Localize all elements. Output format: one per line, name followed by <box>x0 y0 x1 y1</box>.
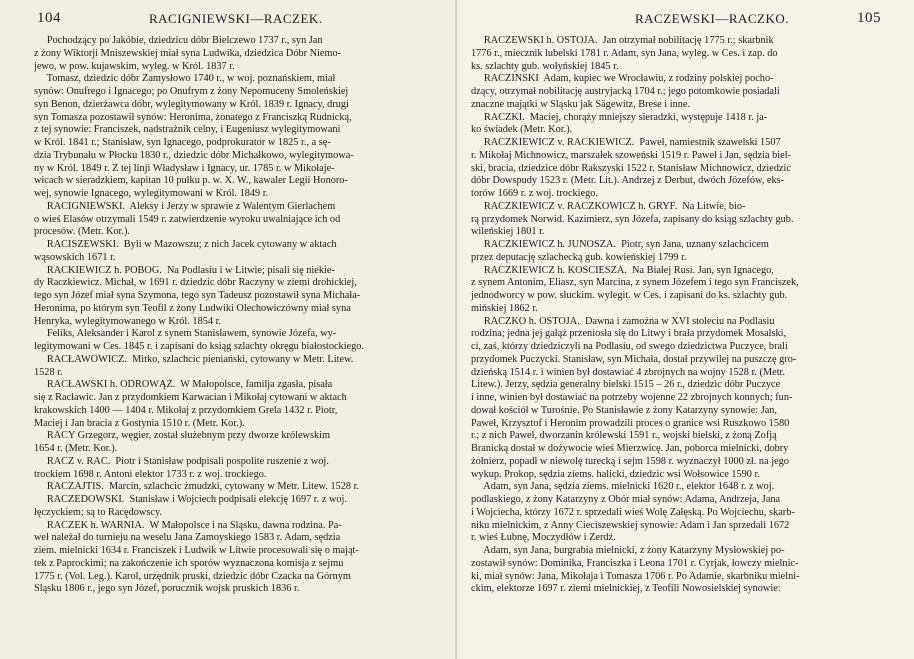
text-line: rodzina; jedna jej gałąź przeniosła się do Litwy i brała przydomek Mosalski, <box>471 328 787 340</box>
text-line: RACISZEWSKI. Byli w Mazowszu; z nich Jacek cytowany w aktach <box>34 239 337 250</box>
text-line: RACZKIEWICZ v. RACKIEWICZ. Paweł, namiestnik szawelski 1507 <box>471 137 781 148</box>
text-line: i inne, winien był dostawiać na potrzeby wojenne 22 zbrojnych konnych; fun- <box>471 392 793 403</box>
text-line: 1776 r., miecznik lubelski 1781 r. Adam, syn Jana, wyleg. w Ces. i zap. do <box>471 47 778 59</box>
text-line: Paweł, Krzysztof i Heronim prowadzili proces o granice wsi Ruszkowo 1580 <box>471 417 790 429</box>
text-line: z tej synowie: Franciszek, nadstrażnik celny, i Eugeniusz wylegitymowani <box>34 124 341 136</box>
text-line: RACŁAWOWICZ. Mitko, szlachcic pieniański, cytowany w Metr. Litew. <box>34 353 354 365</box>
text-line: przez deputację szlachecką gub. kowieńskiej 1799 r. <box>471 251 687 263</box>
text-line: znaczne majątki w Śląsku jak Sägewitz, Brese i inne. <box>471 98 691 110</box>
text-line: RACZKIEWICZ v. RACZKOWICZ h. GRYF. Na Litwie, bio- <box>471 200 746 212</box>
text-line: RACZIŃSKI Adam, kupiec we Wrocławiu, z rodziny polskiej pocho- <box>471 73 774 85</box>
text-line: i Wojciecha, którzy 1672 r. sprzedali wieś Wolę Załęską. Po Wojciechu, skarb- <box>471 506 795 518</box>
text-line: łęczyckiem; są to Racędowscy. <box>34 506 162 518</box>
text-line: jednodworcy w pow. słuckim. wylegit. w Ces. i zapisani do ks. szlachty gub. <box>471 290 788 301</box>
text-line: dował kościół w Turośnie. Po Stanisławie z żony Katarzyny synowie: Jan, <box>471 404 778 416</box>
text-line: z żony Wiktorji Mniszewskiej miał syna Ludwika, dziedzica Dóbr Niemo- <box>34 47 342 59</box>
text-line: ckim, elektorze 1697 r. ziemi mielnickiej, z Teofili Nowosielskiej synowie: <box>471 583 781 595</box>
text-line: RACZKIEWICZ h. KOŚCIESZA. Na Białej Rusi. Jan, syn Ignacego, <box>471 264 774 276</box>
text-line: wąsowskich 1671 r. <box>34 251 116 263</box>
text-line: ks. szlachty gub. wołyńskiej 1845 r. <box>471 60 619 72</box>
left-page-header <box>37 10 435 30</box>
text-line: trockiem 1698 r. Antoni elektor 1733 r. z woj. trockiego. <box>34 468 267 480</box>
text-line: dzący, otrzymał nobilitację austryjacką 1704 r.; jego potomkowie posiadali <box>471 86 780 97</box>
text-line: ziem. mielnicki 1634 r. Franciszek i Ludwik w Litwie procesowali się o mająt- <box>34 545 359 556</box>
text-line: dy Raczkiewicz. Michał, w 1691 r. dziedzic dóbr Raczyny w ziemi drohickiej, <box>34 277 357 289</box>
text-line: r. Mikołaj Michnowicz, marszałek szoweński 1519 r. Paweł i Jan, sędzia biel- <box>471 149 791 161</box>
text-line: torów 1669 r. z woj. trockiego. <box>471 188 598 199</box>
text-line: Tomasz, dziedzic dóbr Zamysłowo 1740 r., w woj. poznańskiem, miał <box>34 73 336 85</box>
right-page-text <box>471 35 882 596</box>
text-line: krakowskich 1400 — 1404 r. Mikołaj z przydomkiem Grela 1432 r. Piotr, <box>34 404 338 416</box>
right-page-header <box>483 10 881 30</box>
text-line: RACZ v. RAC. Piotr i Stanisław podpisali pospolite ruszenie z woj. <box>34 455 329 467</box>
text-line: rą przydomek Norwid. Kazimierz, syn Józefa, zapisany do ksiąg szlachty gub. <box>471 213 794 225</box>
text-line: RACIGNIEWSKI. Aleksy i Jerzy w sprawie z Walentym Gierlachem <box>34 200 336 212</box>
page-number: 105 <box>857 10 881 26</box>
text-line: RACZEWSKI h. OSTOJA. Jan otrzymał nobilitację 1775 r.; skarbnik <box>471 35 774 46</box>
text-line: wej, synowie Ignacego, wylegitymowani w Król. 1849 r. <box>34 188 269 199</box>
text-line: ci, zaś, którzy dziedziczyli na Podlasiu, od swego dziedzictwa Puczyce, brali <box>471 341 788 352</box>
text-line: Heronima, po którym syn Teofil z żony Ludwiki Olechowiczówny miał syna <box>34 302 351 314</box>
text-line: 1654 r. (Metr. Kor.). <box>34 443 118 454</box>
text-line: synów: Onufrego i Ignacego; po Onufrym z żony Nepomuceny Smoleńskiej <box>34 86 349 97</box>
text-line: zostawił synów: Dominika, Franciszka i Leona 1701 r. Cyrjak, łowczy mielnic- <box>471 557 799 569</box>
text-line: wileńskiej 1801 r. <box>471 226 545 238</box>
text-line: Branicką dostał w dożywocie wieś Mierzwicę. Jan, poborca mielnicki, dobry <box>471 443 789 454</box>
text-line: wicach w sieradzkiem, kapitan 10 pułku p. w. X. W., kawaler Legii Honoro- <box>34 175 348 187</box>
text-line: z synem Antonim, Eliasz, syn Marcina, z synem Józefem i tego syn Franciszek, <box>471 277 799 289</box>
text-line: r.; z nich Paweł, dworzanin królewski 1591 r., wojski bielski, z żoną Zofją <box>471 430 777 442</box>
text-line: tego syn Józef miał syna Szymona, tego syn Tadeusz pozostawił syna Michała- <box>34 290 361 301</box>
text-line: niku mielnickim, z Anny Cieciszewskiej synowie: Adam i Jan sprzedali 1672 <box>471 519 790 531</box>
text-line: Maciej i Jan bracia z Gostynia 1510 r. (Metr. Kor.). <box>34 417 245 429</box>
left-page-text <box>34 35 429 596</box>
text-line: Śląsku 1806 r., jego syn Józef, porucznik wojsk pruskich 1836 r. <box>34 583 300 595</box>
text-line: RACZEDOWSKI. Stanisław i Wojciech podpisali elekcję 1697 r. z woj. <box>34 494 347 505</box>
text-line: podlaskiego, z żony Katarzyny z Obór miał synów: Adama, Andrzeja, Jana <box>471 494 781 505</box>
text-line: RACKIEWICZ h. POBÓG. Na Podlasiu i w Litwie; pisali się niekie- <box>34 264 335 276</box>
text-line: mińskiej 1862 r. <box>471 302 538 314</box>
text-line: ki, miał synów: Jana, Mikołaja i Tomasza 1706 r. Po Adamie, skarbniku mielni- <box>471 570 800 582</box>
text-line: jewo, w pow. kujawskim, wyleg. w Król. 1837 r. <box>34 60 235 72</box>
text-line: syn Tomasza pozostawił synów: Heronima, żonatego z Franciszką Rudnicką, <box>34 111 352 123</box>
text-line: Feliks, Aleksander i Karol z synem Stanisławem, synowie Józefa, wy- <box>34 328 337 340</box>
text-line: syn Benon, dzierżawca dóbr, wylegitymowany w Król. 1839 r. Ignacy, drugi <box>34 98 349 110</box>
page-number: 104 <box>37 10 61 26</box>
running-title: RACZEWSKI—RACZKO. <box>635 11 790 26</box>
text-line: przydomek Puczycki. Stanisław, syn Michała, dostał przywilej na puszczę gro- <box>471 353 797 365</box>
text-line: 1775 r. (Vol. Leg.). Karol, urzędnik pruski, dziedzic dóbr Czacka na Górnym <box>34 570 351 582</box>
text-line: Henryka, wylegitymowanego w Król. 1854 r. <box>34 315 222 327</box>
text-line: Pochodzący po Jakóbie, dziedzicu dóbr Bielczewo 1737 r., syn Jan <box>34 35 323 46</box>
text-line: r. wieś Łubnę, Moczydłów i Zerdź. <box>471 532 616 544</box>
text-line: weł należał do turnieju na weselu Jana Zamoyskiego 1583 r. Adam, sędzia <box>34 532 341 544</box>
text-line: ski, bracia, dziedzice dóbr Rakszyski 1522 r. Stanisław Michnowicz, dziedzic <box>471 162 791 174</box>
text-line: żołnierz, popadł w niewolę turecką i sejm 1598 r. wyznaczył 1000 zł. na jego <box>471 455 789 467</box>
text-line: procesów. (Metr. Kor.). <box>34 226 130 238</box>
text-line: dóbr Dowspudy 1523 r. (Metr. Lit.). Andrzej z Derbut, dwóch Józefów, eks- <box>471 175 785 187</box>
text-line: Adam, syn Jana, sędzia ziems. mielnicki 1620 r., elektor 1648 r. z woj. <box>471 481 775 493</box>
text-line: w Król. 1841 r.; Stanisław, syn Ignacego, podprokurator w 1825 r., a sę- <box>34 137 331 148</box>
text-line: legitymowani w Ces. 1845 r. i zapisani do ksiąg szlachty okręgu białostockiego. <box>34 341 365 352</box>
text-line: ny w Król. 1849 r. Z tej linji Władysław i Ignacy, ur. 1785 r. w Mikołaje- <box>34 162 335 174</box>
text-line: Adam, syn Jana, burgrabia mielnicki, z żony Katarzyny Mysłowskiej po- <box>471 545 785 556</box>
text-line: RACZAJTIS. Marcin, szlachcic żmudzki, cytowany w Metr. Litew. 1528 r. <box>34 481 360 493</box>
right-page <box>457 0 914 659</box>
text-line: tek z Paprockimi; na zakończenie ich sporów wyznaczona komisja z sejmu <box>34 557 344 569</box>
text-line: RACZEK h. WARNIA. W Małopolsce i na Śląsku, dawna rodzina. Pa- <box>34 519 342 531</box>
text-line: się z Racławic. Jan z przydomkiem Karwacian i Mikołaj cytowani w aktach <box>34 392 347 403</box>
text-line: Litew.). Jerzy, sędzia generalny bielski 1515 – 26 r., dziedzic dóbr Puczyce <box>471 379 781 391</box>
running-title: RACIGNIEWSKI—RACZEK. <box>149 11 323 26</box>
text-line: RACZKO h. OSTOJA. Dawna i zamożna w XVI stoleciu na Podlasiu <box>471 315 775 327</box>
text-line: dzia Trybunału w Płocku 1830 r., dziedzic dóbr Michałkowo, wylegitymowa- <box>34 149 354 161</box>
text-line: wykup. Prokop, sędzia ziems. halicki, dziedzic wsi Wołsowice 1590 r. <box>471 468 760 480</box>
text-line: RACZKIEWICZ h. JUNOSZA. Piotr, syn Jana, uznany szlachcicem <box>471 239 769 250</box>
text-line: RACY Grzegorz, węgier, został służebnym przy dworze królewskim <box>34 430 331 442</box>
text-line: 1528 r. <box>34 366 63 378</box>
text-line: ko świadek (Metr. Kor.). <box>471 124 573 136</box>
text-line: o wieś Elasów otrzymali 1549 r. zatwierdzenie wyroku uwalniające ich od <box>34 213 341 225</box>
text-line: RACZKI. Maciej, chorąży mniejszy sieradzki, występuje 1418 r. ja- <box>471 111 768 123</box>
text-line: RACŁAWSKI h. ODROWĄŻ. W Małopolsce, familja zgasła, pisała <box>34 379 333 391</box>
text-line: dzieńską 1514 r. i winien był dostawiać 4 zbrojnych na wojny 1528 r. (Metr. <box>471 366 785 378</box>
